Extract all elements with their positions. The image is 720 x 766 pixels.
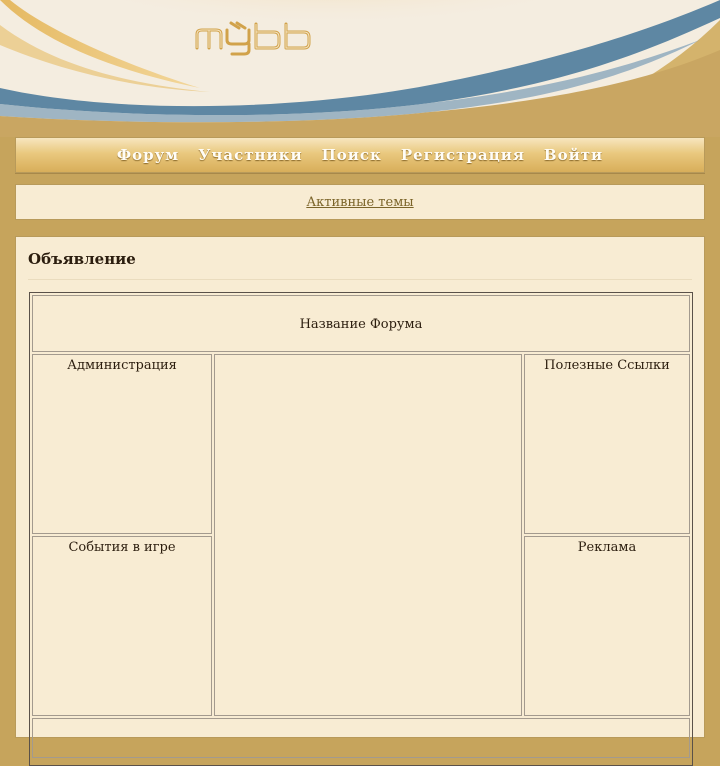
useful-links-cell xyxy=(524,354,690,534)
nav-login[interactable]: Войти xyxy=(543,146,604,164)
banner-waves xyxy=(0,0,720,137)
header-banner xyxy=(0,0,720,137)
announcement-title: Объявление xyxy=(28,250,136,268)
nav-forum[interactable]: Форум xyxy=(116,146,180,164)
center-cell xyxy=(214,354,522,716)
nav-search[interactable]: Поиск xyxy=(321,146,382,164)
events-heading: События в игре xyxy=(68,540,176,555)
ads-cell xyxy=(524,536,690,716)
admin-cell xyxy=(32,354,212,534)
main-nav xyxy=(15,137,705,173)
forum-name-text: Название Форума xyxy=(299,317,423,332)
logo-icon xyxy=(194,20,334,56)
active-topics-bar xyxy=(15,184,705,220)
events-cell xyxy=(32,536,212,716)
announcement-panel xyxy=(15,236,705,738)
announcement-table xyxy=(29,292,693,766)
admin-heading: Администрация xyxy=(67,358,177,373)
useful-links-heading: Полезные Ссылки xyxy=(544,358,670,373)
active-topics-link[interactable]: Активные темы xyxy=(306,194,414,210)
bottom-cell xyxy=(32,718,690,758)
forum-name-cell xyxy=(32,295,690,352)
divider xyxy=(28,279,692,280)
ads-heading: Реклама xyxy=(577,540,637,555)
mybb-logo[interactable] xyxy=(194,20,334,56)
nav-register[interactable]: Регистрация xyxy=(400,146,525,164)
nav-members[interactable]: Участники xyxy=(198,146,303,164)
